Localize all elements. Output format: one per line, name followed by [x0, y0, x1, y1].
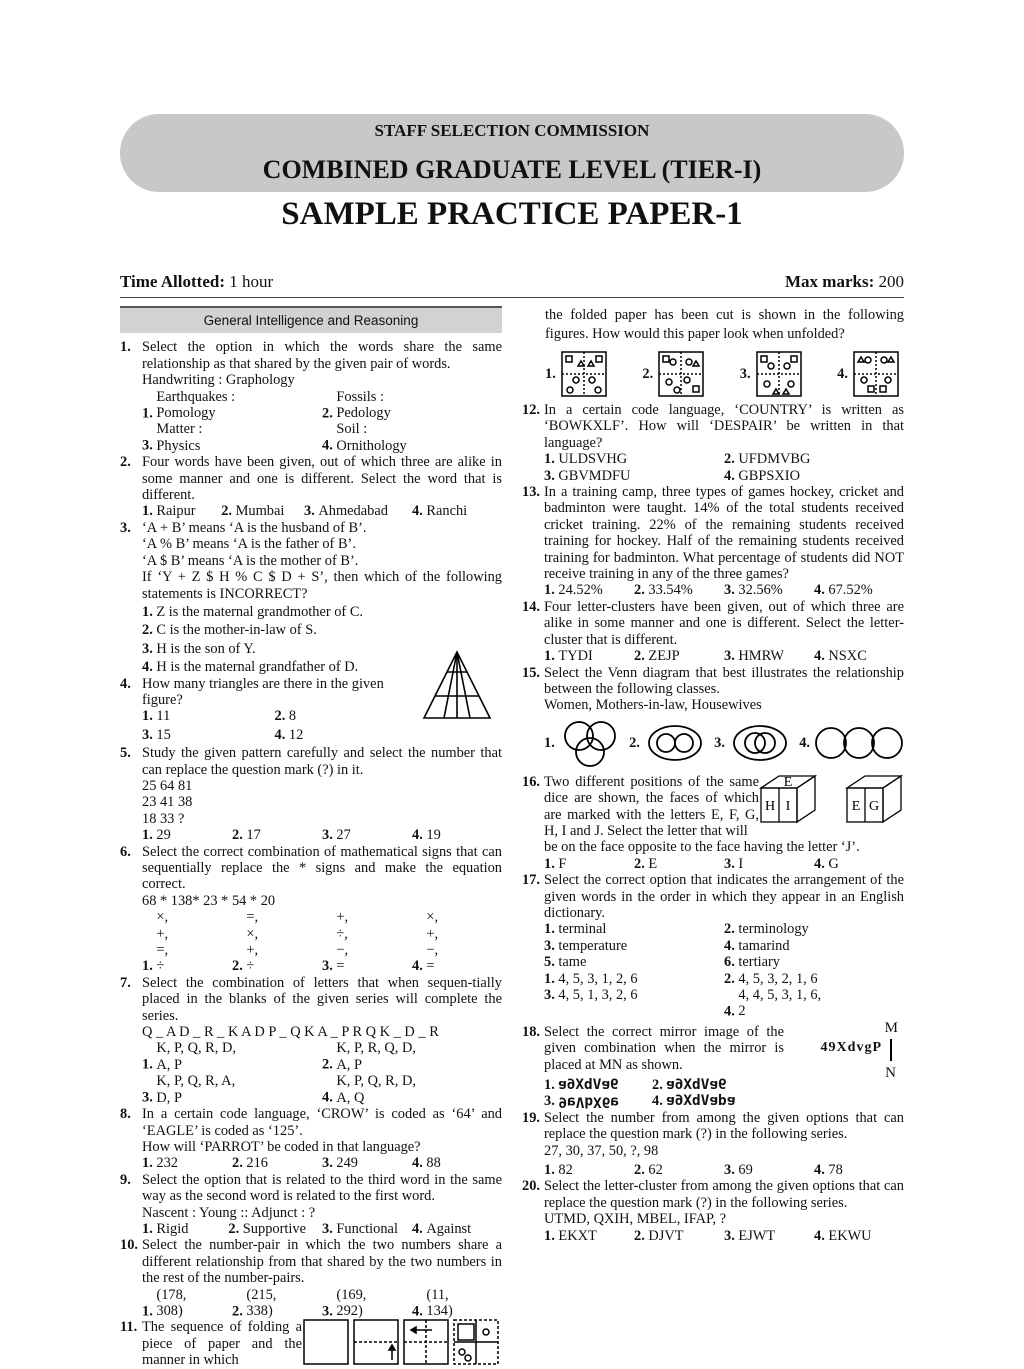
option-3[interactable]: 3. 15 [142, 726, 171, 743]
question-number: 14. [522, 598, 540, 615]
option-3[interactable]: 3. [714, 723, 791, 763]
option-4[interactable]: 4. ɐdɐVbX6ɐ [652, 1093, 736, 1110]
word-4: 4. tamarind [724, 937, 790, 954]
word-pair: Nascent : Young :: Adjunct : ? [142, 1204, 316, 1221]
question-number: 9. [120, 1171, 131, 1188]
option-1[interactable]: 1. 232 [142, 1155, 178, 1172]
word-2: 2. terminology [724, 921, 809, 938]
question-number: 13. [522, 484, 540, 501]
question-text: In a certain code language, ‘COUNTRY’ is written as ‘BOWKXLF’. How will ‘DESPAIR’ be written in that language? [544, 402, 904, 451]
option-1[interactable]: 1. [544, 718, 621, 768]
question-text: Two different positions of the same dice are shown, the faces of which are marked with the letters E, F, G, H, I and J. Select the letter that will [544, 773, 759, 839]
question-9 [120, 1172, 502, 1238]
option-1[interactable]: 1. Earthquakes : Pomology [142, 388, 236, 422]
question-text: Select the letter-cluster from among the given options that can replace the question mark (?) in the following series. [544, 1178, 904, 1211]
option-3[interactable]: 3. Matter : Physics [142, 421, 203, 454]
left-column [120, 306, 502, 1369]
option-3[interactable]: 3. (169, 292) [322, 1286, 367, 1319]
right-column [522, 306, 904, 1244]
word-5: 5. tame [544, 954, 587, 971]
org-name: STAFF SELECTION COMMISSION [374, 121, 650, 140]
venn-3 [729, 723, 791, 763]
question-text: Select the correct combination of mathematical signs that can sequentially replace the * signs and make the equation correct. [142, 843, 502, 893]
question-15 [522, 665, 904, 768]
option-2[interactable]: 2. UFDMVBG [724, 451, 811, 468]
unfold-figure-3 [755, 350, 803, 398]
marks-label: Max marks: [785, 272, 875, 291]
unfold-figure-2 [657, 350, 705, 398]
option-4[interactable]: 4. ×, +, −, = [412, 909, 439, 975]
question-number: 8. [120, 1106, 131, 1123]
option-4[interactable]: 4. 67.52% [814, 582, 873, 599]
option-2[interactable]: 2. 62 [634, 1162, 663, 1179]
option-2[interactable]: 2. =, ×, +, ÷ [232, 909, 259, 975]
mirror-figure [784, 1020, 904, 1084]
option-3[interactable]: 3. 9ɐVbX6ɐ [544, 1093, 620, 1110]
question-ask: How will ‘PARROT’ be coded in that language? [142, 1138, 421, 1155]
question-number: 16. [522, 773, 540, 790]
dice1-left: H [764, 798, 776, 814]
option-4[interactable]: 4. 12 [274, 726, 304, 743]
question-number: 3. [120, 519, 131, 536]
option-4[interactable]: 4. Against [411, 1220, 472, 1237]
equation: 68 * 138* 23 * 54 * 20 [142, 892, 276, 909]
dice-figure [759, 772, 904, 824]
option-1[interactable]: 1. ULDSVHG [544, 451, 628, 468]
question-text: The sequence of folding a piece of paper and the manner in which [142, 1319, 302, 1369]
question-19 [522, 1110, 904, 1179]
question-number: 4. [120, 675, 131, 692]
venn-4 [814, 725, 904, 761]
unfold-figure-4 [852, 350, 900, 398]
letter-series: UTMD, QXIH, MBEL, IFAP, ? [544, 1211, 727, 1228]
section-heading: General Intelligence and Reasoning [120, 306, 502, 333]
question-text: Select the option that is related to the third word in the same way as the second word is related to the first word. [142, 1171, 502, 1205]
q15-options [544, 718, 904, 768]
question-number: 5. [120, 745, 131, 762]
option-2[interactable]: 2. [642, 350, 705, 398]
pattern-row: 18 33 ? [142, 810, 185, 827]
option-3[interactable]: 3. Ahmedabad [303, 503, 388, 520]
option-2[interactable]: 2. (215, 338) [232, 1286, 277, 1319]
option-3[interactable]: 3. +, ÷, −, = [322, 909, 349, 975]
dice1-right: I [785, 798, 791, 814]
option-1[interactable]: 1. 82 [544, 1162, 573, 1179]
question-text: Select the option in which the words share the same relationship as that shared by the given pair of words. [142, 339, 502, 372]
option-3[interactable]: 3. GBVMDFU [544, 467, 631, 484]
question-text-continued: be on the face opposite to the face having the letter ‘J’. [544, 839, 860, 856]
pattern-row: 25 64 81 [142, 777, 193, 794]
option-2[interactable]: 2. 8 [274, 708, 297, 725]
option-4[interactable]: 4. NSXC [814, 648, 867, 665]
option-1[interactable]: 1. Rigid [142, 1220, 189, 1237]
triangle-figure [422, 650, 492, 722]
question-6 [120, 844, 502, 975]
option-4[interactable]: 4. K, P, Q, R, D, A, Q [322, 1073, 416, 1106]
question-20 [522, 1178, 904, 1244]
question-text: Four letter-clusters have been given, out of which three are alike in some manner and one is different. Select the letter-cluster that is different. [544, 598, 904, 648]
option-4[interactable]: 4. G [814, 855, 839, 872]
option-2[interactable]: 2. 17 [232, 827, 261, 844]
relation-line: ‘A % B’ means ‘A is the father of B’. [142, 536, 356, 553]
option-2[interactable]: 2. 33.54% [634, 582, 693, 599]
option-4[interactable]: 4. (11, 134) [412, 1286, 453, 1319]
question-13 [522, 484, 904, 599]
exam-name: COMBINED GRADUATE LEVEL (TIER-I) [262, 155, 762, 184]
paper-title: SAMPLE PRACTICE PAPER-1 [281, 196, 743, 232]
option-4[interactable]: 4. 78 [814, 1162, 843, 1179]
time-allotted [120, 272, 273, 292]
relation-line: ‘A $ B’ means ‘A is the mother of B’. [142, 552, 359, 569]
question-18 [522, 1019, 904, 1110]
question-11 [120, 1319, 502, 1368]
question-14 [522, 599, 904, 665]
time-value: 1 hour [229, 272, 274, 291]
relation-line: ‘A + B’ means ‘A is the husband of B’. [142, 519, 367, 536]
question-text: Select the combination of letters that when sequen-tially placed in the blanks of the given series will complete the series. [142, 974, 502, 1024]
paper-folding-figure [302, 1318, 502, 1366]
question-text: In a certain code language, ‘CROW’ is coded as ‘64’ and ‘EAGLE’ is coded as ‘125’. [142, 1106, 502, 1139]
question-text: Select the Venn diagram that best illustrates the relationship between the following classes. [544, 664, 904, 697]
option-2[interactable]: 2. [629, 723, 706, 763]
option-1[interactable]: 1. 11 [142, 708, 171, 725]
option-3[interactable]: 3. EJWT [724, 1227, 776, 1244]
unfold-figure-1 [560, 350, 608, 398]
option-3[interactable]: 3. 249 [322, 1155, 358, 1172]
option-4[interactable]: 4. Soil : Ornithology [322, 421, 407, 454]
dice2-right: G [868, 798, 880, 814]
question-number: 1. [120, 339, 131, 356]
option-3[interactable]: 3. [740, 350, 803, 398]
dice1-top: E [783, 774, 793, 790]
option-2[interactable]: 2. 4, 5, 3, 2, 1, 6 [724, 970, 818, 987]
question-number: 2. [120, 454, 131, 471]
question-8 [120, 1106, 502, 1172]
word-6: 6. tertiary [724, 954, 780, 971]
number-series: 27, 30, 37, 50, ?, 98 [544, 1142, 659, 1159]
question-10 [120, 1237, 502, 1319]
question-5 [120, 745, 502, 843]
option-3[interactable]: 3. 27 [322, 827, 351, 844]
question-text: Study the given pattern carefully and select the number that can replace the question mark (?) in it. [142, 745, 502, 778]
option-1[interactable]: 1. ×, +, =, ÷ [142, 909, 169, 975]
question-text: Select the number from among the given options that can replace the question mark (?) in the following series. [544, 1109, 904, 1143]
option-1[interactable]: 1. [545, 350, 608, 398]
question-2 [120, 454, 502, 520]
question-text: Four words have been given, out of which three are alike in some manner and one is different. Select the word that is different. [142, 454, 502, 504]
option-4[interactable]: 4. GBPSXIO [724, 467, 800, 484]
option-1[interactable]: 1. 9ɐVbX6ɐ [544, 1077, 620, 1094]
mirror-n: N [885, 1064, 896, 1081]
option-1[interactable]: 1. 24.52% [544, 582, 603, 599]
option-2[interactable]: 2. Supportive [228, 1220, 306, 1237]
question-1 [120, 339, 502, 454]
option-2[interactable]: 2. 216 [232, 1155, 268, 1172]
question-text: How many triangles are there in the given figure? [142, 675, 384, 708]
word-1: 1. terminal [544, 921, 607, 938]
option-4[interactable]: 4. Ranchi [411, 503, 468, 520]
q11-options [545, 350, 900, 398]
question-12 [522, 402, 904, 484]
question-number: 7. [120, 974, 131, 991]
option-2[interactable]: 2. K, P, R, Q, D, A, P [322, 1040, 416, 1073]
option-3[interactable]: 3. 69 [724, 1162, 753, 1179]
option-2[interactable]: 2. ZEJP [634, 648, 680, 665]
question-17 [522, 872, 904, 1020]
question-number: 10. [120, 1237, 138, 1254]
question-7 [120, 975, 502, 1106]
word-pair: Handwriting : Graphology [142, 372, 295, 389]
option-1[interactable]: 1. EKXT [544, 1227, 597, 1244]
question-text: If ‘Y + Z $ H % C $ D + S’, then which of the following statements is INCORRECT? [142, 569, 502, 602]
option-4[interactable]: 4. 88 [412, 1155, 441, 1172]
dice2-left: E [851, 798, 861, 814]
option-2[interactable]: 2. Mumbai [221, 503, 285, 520]
question-16 [522, 774, 904, 872]
header-divider [120, 297, 904, 298]
option-4[interactable]: 4. [837, 350, 900, 398]
question-number: 6. [120, 843, 131, 860]
option-4[interactable]: 4. H is the maternal grandfather of D. [142, 659, 359, 676]
question-text: Select the correct option that indicates the arrangement of the given words in the order in which they appear in an English dictionary. [544, 872, 904, 921]
option-2[interactable]: 2. E [634, 855, 658, 872]
word-3: 3. temperature [544, 937, 628, 954]
option-3[interactable]: 3. Functional [321, 1220, 398, 1237]
question-number: 12. [522, 402, 540, 418]
option-3[interactable]: 3. HMRW [724, 648, 784, 665]
option-3[interactable]: 3. H is the son of Y. [142, 640, 256, 657]
question-text: In a training camp, three types of games hockey, cricket and badminton were taught. 14% of the total students received cricket training. 22% of the remaining students received training for hockey. Half of the remaining students received training for badminton. What percentage of students did NOT receive training in any of the three games? [544, 484, 904, 583]
question-number: 15. [522, 664, 540, 681]
max-marks [785, 272, 904, 292]
option-4[interactable]: 4. EKWU [814, 1227, 872, 1244]
marks-value: 200 [878, 272, 904, 291]
question-number: 17. [522, 872, 540, 889]
question-number: 11. [120, 1319, 138, 1336]
option-1[interactable]: 1. F [544, 855, 567, 872]
letter-series: Q _ A D _ R _ K A D P _ Q K A _ P R Q K _ D _ R [142, 1024, 439, 1041]
question-text: Select the correct mirror image of the given combination when the mirror is placed at MN as shown. [544, 1023, 784, 1073]
option-1[interactable]: 1. K, P, Q, R, D, A, P [142, 1040, 236, 1073]
option-1[interactable]: 1. 29 [142, 827, 171, 844]
option-1[interactable]: 1. (178, 308) [142, 1286, 187, 1319]
mirror-line [890, 1039, 892, 1061]
option-3[interactable]: 3. 4, 5, 1, 3, 2, 6 [544, 987, 638, 1003]
time-label: Time Allotted: [120, 272, 225, 291]
question-text: Select the number-pair in which the two numbers share a different relationship from that shared by the two numbers in the rest of the number-pairs. [142, 1237, 502, 1287]
option-3[interactable]: 3. K, P, Q, R, A, D, P [142, 1073, 236, 1106]
option-2[interactable]: 2. DJVT [634, 1227, 684, 1244]
given-combination: 49XdvgP [820, 1039, 882, 1055]
mirror-m: M [884, 1019, 898, 1036]
venn-2 [644, 723, 706, 763]
venn-classes: Women, Mothers-in-law, Housewives [544, 697, 762, 714]
option-4[interactable]: 4. 19 [412, 827, 441, 844]
option-1[interactable]: 1. TYDI [544, 648, 593, 665]
question-11-continued: the folded paper has been cut is shown in the following figures. How would this paper look when unfolded? [545, 307, 904, 342]
option-1[interactable]: 1. 4, 5, 3, 1, 2, 6 [544, 970, 638, 987]
pattern-row: 23 41 38 [142, 794, 193, 811]
venn-1 [559, 718, 621, 768]
option-3[interactable]: 3. 32.56% [724, 582, 783, 599]
question-number: 19. [522, 1109, 540, 1126]
option-1[interactable]: 1. Z is the maternal grandmother of C. [142, 603, 364, 620]
option-1[interactable]: 1. Raipur [142, 503, 196, 520]
option-2[interactable]: 2. C is the mother-in-law of S. [142, 622, 317, 639]
option-3[interactable]: 3. I [724, 855, 744, 872]
question-4 [120, 676, 502, 744]
option-4[interactable]: 4. [799, 725, 904, 761]
option-2[interactable]: 2. 9ɐVbX6ɐ [652, 1077, 728, 1094]
question-number: 20. [522, 1178, 540, 1195]
option-2[interactable]: 2. Fossils : Pedology [322, 388, 391, 422]
option-4[interactable]: 4. 4, 4, 5, 3, 1, 6, 2 [724, 987, 822, 1020]
question-number: 18. [522, 1023, 540, 1040]
